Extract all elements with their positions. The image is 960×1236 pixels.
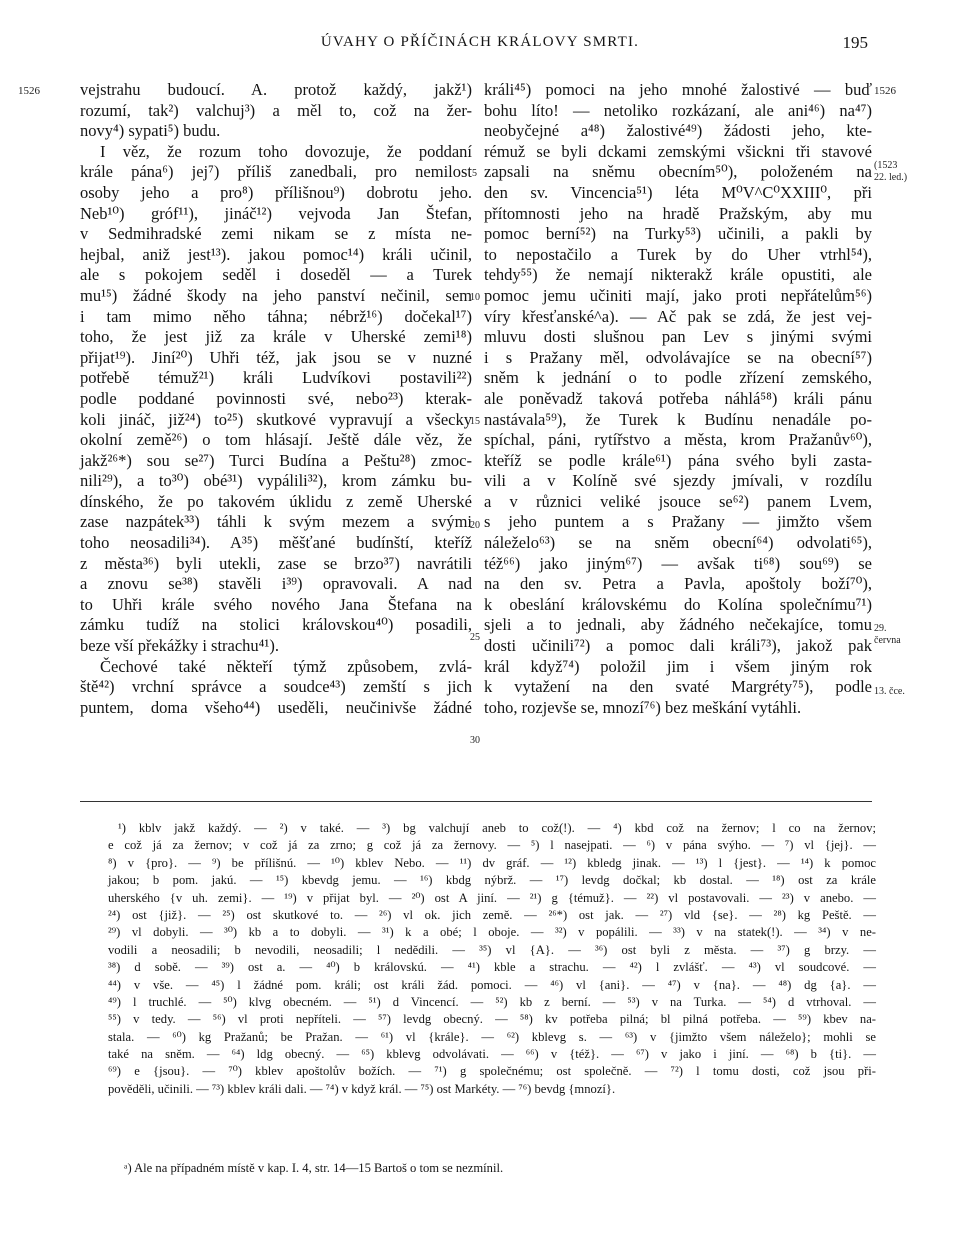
text-line: tehdy⁵⁵) že nemají nikterakž krále opustiti, ale [484, 265, 872, 285]
note-line: pověděli, učinili. — ⁷³) kblev králi dali. — ⁷⁴) v když král. — ⁷⁵) ost Markéty. — ⁷⁶) bevdg {mnozí}. [108, 1081, 616, 1096]
text-line: přítomnosti jeho na hradě Pražským, aby mu [484, 203, 872, 223]
note-line: uherského {v uh. zemi}. — ¹⁹) v přijat byl. — ²⁰) ost A jiní. — ²¹) g {témuž}. — ²²) vl postavovali. — ²³) v anebo. — [108, 890, 876, 905]
text-line: náleželo⁶³) se na sněm obecní⁶⁴) odvolati⁶⁵), [484, 533, 872, 553]
running-title: ÚVAHY O PŘÍČINÁCH KRÁLOVY SMRTI. [320, 34, 640, 50]
text-line: Čechové také někteří týmž způsobem, zvlá- [100, 656, 472, 676]
line-number: 5 [472, 168, 477, 179]
right-column [484, 80, 872, 718]
text-line: jakž²⁶*) sou se²⁷) Turci Budína a Peštu²⁸) zmoc- [80, 450, 472, 470]
note-line: ¹) kblv jakž každý. — ²) v také. — ³) bg valchují aneb to což(!). — ⁴) kbd což na žernov; l co na žernov; [118, 821, 876, 835]
note-line: ²⁴) ost {již}. — ²⁵) ost skutkové to. — ²⁶) vl ok. jich země. — ²⁶*) ost jak. — ²⁷) vld {se}. — ²⁸) kg Peště. — [108, 907, 876, 922]
text-line: přijat¹⁹). Jiní²⁰) Uhři též, jak jsou se v nuzné [80, 347, 472, 367]
line-number: 20 [470, 520, 480, 531]
text-line: krále pána⁶) jej⁷) příliš zanedbali, pro nemilost [80, 162, 472, 182]
margin-year-right: 1526 [874, 85, 896, 97]
text-line: z města³⁶) byli utekli, zase se brzo³⁷) navrátili [80, 553, 472, 573]
note-line: ⁶⁹) e {jsou}. — ⁷⁰) kblev apoštolův božích. — ⁷¹) g společnému; ost společně. — ⁷²) l tomu dosti, což jsou při- [108, 1064, 876, 1079]
margin-date-1523-day: 22. led.) [874, 172, 908, 183]
note-line: vodili a neosadili; b nevodili, neosadili; l nedědili. — ³⁵) vl {A}. — ³⁶) ost byli z města. — ³⁷) g brzy. — [108, 942, 876, 957]
text-line: vili a v Kolíně své sjezdy jmívali, v rozdílu [484, 471, 872, 491]
text-line: Neb¹⁰) gróf¹¹), jináč¹²) vejvoda Jan Štefan, [80, 203, 472, 223]
text-line: potřebě témuž²¹) králi Ludvíkovi postavili²²) [80, 368, 472, 388]
text-line: sněm k jednání o to podle zřízení zemského, [484, 368, 872, 388]
text-line: rémuž se byli dckami zemskými všickni tři stavové [484, 141, 872, 161]
note-line: jakou; b pom. jakú. — ¹⁵) kbevdg jemu. — ¹⁶) kbdg nýbrž. — ¹⁷) levdg dočkal; kb dostal. — ¹⁸) ost za krále [108, 873, 876, 888]
text-line: ště⁴²) vrchní správce a soudce⁴³) zemští s jich [80, 677, 472, 697]
text-line: spíchal, páni, rytířstvo a města, krom Pražanův⁶⁰), [484, 430, 872, 450]
footnote-divider [80, 801, 872, 802]
text-line: pomoc jemu učiniti mají, jako proti nepřátelům⁵⁶) [484, 285, 872, 305]
text-line: mluvu dosti slušnou pan Lev s jinými svými [484, 327, 872, 347]
page-header [0, 34, 960, 58]
text-line: toho neosadili³⁴). A³⁵) měšťané budínští, kteříž [80, 533, 472, 553]
text-line: koli jináč, již²⁴) to²⁵) skutkové vypravují a všecky [80, 409, 472, 429]
text-line: a v různici veliké jsouce se⁶²) panem Lvem, [484, 491, 872, 511]
line-number: 30 [470, 735, 480, 746]
text-line: s jeho puntem a s Pražany — jimžto všem [484, 512, 872, 532]
text-line: pomoc berní⁵²) na Turky⁵³) učinili, a pakli by [484, 224, 872, 244]
text-line: dínského, že po takovém úklidu z země Uherské [80, 491, 472, 511]
text-line: den sv. Vincencia⁵¹) léta M⁰V^C⁰XXIII⁰, při [484, 182, 872, 202]
line-number: 15 [470, 416, 480, 427]
text-line: vejstrahu budoucí. A. protož každý, jakž¹) [80, 80, 472, 99]
text-line: toho, že jest již za krále v Uherské zemi¹⁸) [80, 327, 472, 347]
line-number: 10 [470, 292, 480, 303]
text-line: nastávala⁵⁹), že Turek k Budínu nenadále po- [484, 409, 872, 429]
note-line: ⁵⁵) v tedy. — ⁵⁶) vl proti nepříteli. — ⁵⁷) levdg obecný. — ⁵⁸) kv potřeba pilná; bl pilná potřeba. — ⁵⁹) kbev na- [108, 1012, 876, 1027]
text-line: I věz, že rozum toho dovozuje, že poddaní [100, 141, 472, 161]
text-line: okolní země²⁶) o tom hlásají. Ještě dále věz, že [80, 430, 472, 450]
margin-date-june-month: června [874, 635, 901, 646]
text-line: král když⁷⁴) položil jim i všem jiným rok [484, 656, 872, 676]
text-line: ale s pokojem seděl i doseděl — a Turek [80, 265, 472, 285]
text-line: mu¹⁵) žádné škody na jeho panství nečinil, sem [80, 285, 472, 305]
note-line: ²⁹) vl dobyli. — ³⁰) kb a to dobyli. — ³¹) k a obé; l oboje. — ³²) v popálili. — ³³) v na statek(!). — ³⁴) v ne- [108, 925, 876, 940]
text-line: podle poddané povinnosti své, nebo²³) kterak- [80, 388, 472, 408]
note-line: ⁴⁹) l truchlé. — ⁵⁰) klvg obecném. — ⁵¹) d Vincencí. — ⁵²) kb z berní. — ⁵³) v na Turka. — ⁵⁴) d vtrhoval. — [108, 994, 876, 1009]
text-line: zase nazpátek³³) táhli k svým mezem a svými [80, 512, 472, 532]
text-line: osoby jeho a pro⁸) přílišnou⁹) dobrotu jeho. [80, 182, 472, 202]
text-line: dosti učinili⁷²) a pomoc dali králi⁷³), jakož pak [484, 636, 872, 656]
text-line: i s Pražany měl, odvolávajíce se na obecní⁵⁷) [484, 347, 872, 367]
text-line: ale poněvadž taková potřeba náhlá⁵⁸) králi pánu [484, 388, 872, 408]
left-column [80, 80, 472, 718]
note-line: ⁴⁴) v vše. — ⁴⁵) l žádné pom. králi; ost králi žád. pomoci. — ⁴⁶) vl {ani}. — ⁴⁷) v {na}. — ⁴⁸) dg {a}. — [108, 977, 876, 992]
text-line: zámku tudíž na stolici královskou⁴⁰) posadili, [80, 615, 472, 635]
margin-date-june: 29. [874, 623, 887, 634]
note-line: e což já za žernov; v což já za zrno; g což já za žernovy. — ⁵) l nasejpati. — ⁶) v pána svýho. — ⁷) vl {jej}. — [108, 838, 876, 853]
note-line: ⁸) v {pro}. — ⁹) be přílišnú. — ¹⁰) kblev Nebo. — ¹¹) dv gráf. — ¹²) kbledg jinak. — ¹³) l {jest}. — ¹⁴) k pomoc [108, 855, 876, 870]
text-line: toho, rozjevše se, mnozí⁷⁶) bez meškání vytáhli. [484, 697, 802, 717]
page-number: 195 [842, 33, 868, 52]
text-line: v Sedmihradské zemi nikam se z místa ne- [80, 224, 472, 244]
text-line: neobyčejné a⁴⁸) žalostivé⁴⁹) žádosti jeho, kte- [484, 121, 872, 141]
note-line: ³⁸) d sobě. — ³⁹) ost a. — ⁴⁰) b královskú. — ⁴¹) kble a strachu. — ⁴²) l zvlášť. — ⁴³) vl soudcové. — [108, 960, 876, 975]
text-line: to Uhři krále svého nového Jana Štefana na [80, 594, 472, 614]
text-line: zapsali na sněmu obecním⁵⁰), položeném na [484, 162, 872, 182]
text-line: to nepostačilo a Turek by do Uher vtrhl⁵⁴), [484, 244, 872, 264]
margin-date-1523: (1523 [874, 160, 898, 171]
footnote-a: ᵃ) Ale na případném místě v kap. I. 4, str. 14—15 Bartoš o tom se nezmínil. [124, 1161, 504, 1175]
text-line: i tam mimo něho táhna; nébrž¹⁶) dočekal¹⁷) [80, 306, 472, 326]
critical-apparatus [108, 820, 876, 1098]
margin-year-left: 1526 [18, 85, 40, 97]
margin-date-july: 13. čce. [874, 686, 905, 697]
text-line: a znovu se³⁸) stavěli i³⁹) opravovali. A nad [80, 574, 472, 594]
text-line: novy⁴) sypati⁵) budu. [80, 121, 221, 141]
text-line: puntem, doma všeho⁴⁴) useděli, neučinivše žádné [80, 697, 472, 717]
text-line: hejbal, aniž jest¹³). jakou pomoc¹⁴) králi učinil, [80, 244, 472, 264]
text-line: k vytažení na den svaté Margréty⁷⁵), podle [484, 677, 872, 697]
text-line: k obeslání královskému do Kolína společnímu⁷¹) [484, 594, 872, 614]
line-number: 25 [470, 632, 480, 643]
text-line: nili²⁹), a to³⁰) obé³¹) vypálili³²), krom zámku bu- [80, 471, 472, 491]
note-line: stala. — ⁶⁰) kg Pražanů; be Pražan. — ⁶¹) vl {krále}. — ⁶²) kblevg s. — ⁶³) v {jimžto všem náleželo}; mohli se [108, 1029, 876, 1044]
text-line: beze vší překážky i strachu⁴¹). [80, 636, 279, 656]
text-line: kteříž se podle krále⁶¹) pána svého byli zasta- [484, 450, 872, 470]
text-line: rozumí, tak²) valchuj³) a měl to, což na žer- [80, 100, 472, 120]
text-line: též⁶⁶) jako jiným⁶⁷) — avšak ti⁶⁸) sou⁶⁹) se [484, 553, 872, 573]
note-line: také na sněm. — ⁶⁴) ldg obecný. — ⁶⁵) kblevg odvolávati. — ⁶⁶) v {též}. — ⁶⁷) v jako i jiní. — ⁶⁸) b {ti}. — [108, 1047, 876, 1062]
text-line: bohu líto! — netoliko rozkázaní, ale ani⁴⁶) na⁴⁷) [484, 100, 872, 120]
text-line: víry křesťanské^a). — Ač pak se zdá, že jest vej- [484, 306, 872, 326]
text-line: králi⁴⁵) pomoci na jeho mnohé žalostivé — buď [484, 80, 872, 99]
text-line: sjeli a to jednali, aby žádného nečekajíce, tomu [484, 615, 872, 635]
text-line: na den sv. Petra a Pavla, apoštoly boží⁷⁰), [484, 574, 872, 594]
